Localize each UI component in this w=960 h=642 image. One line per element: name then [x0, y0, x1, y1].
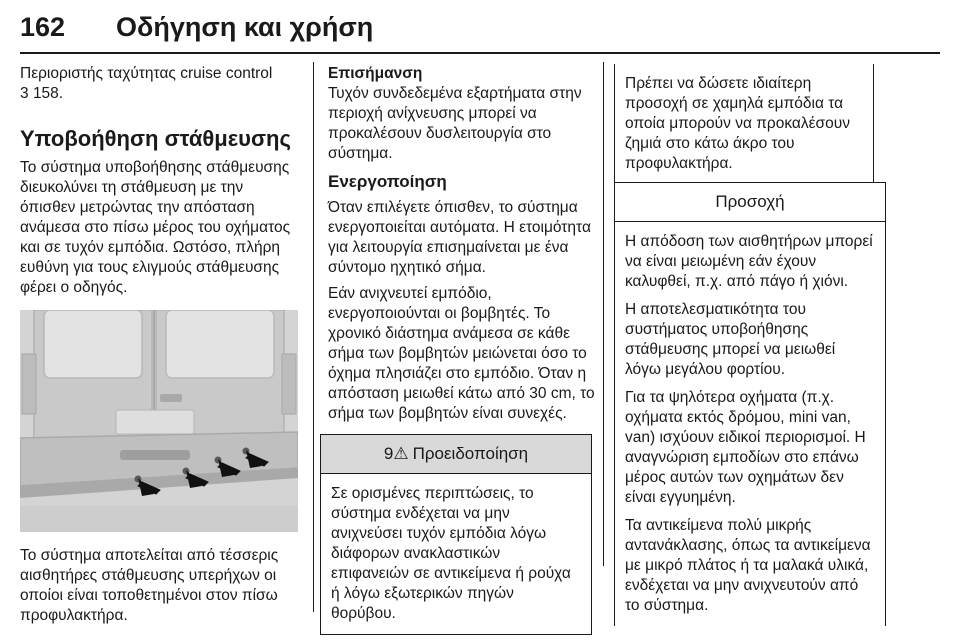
column-1	[20, 64, 302, 626]
warning-box	[320, 434, 592, 635]
page-ref-link[interactable]: 158.	[32, 85, 64, 102]
column-divider-2	[603, 62, 604, 566]
warning-title: Προειδοποίηση	[412, 444, 529, 463]
note-label: Επισήμανση	[328, 65, 423, 82]
continued-text: Πρέπει να δώσετε ιδιαίτερη προσοχή σε χαμηλά εμπόδια τα οποία μπορούν να προκαλέσουν ζημιά στο κάτω άκρο του προφυλακτήρα.	[625, 75, 850, 172]
caution-header	[615, 183, 885, 222]
activation-paragraph-2: Εάν ανιχνευτεί εμπόδιο, ενεργοποιούνται οι βομβητές. Το χρονικό διάστημα ανάμεσα σε κάθε σήμα των βομβητών μειώνεται όσο το όχημα πλησιάζει στο εμπόδιο. Όταν η απόσταση μειωθεί κάτω από 30 cm, το σήμα των βομβητών είναι συνεχές.	[328, 285, 595, 422]
intro-text	[20, 64, 302, 104]
figure-caption: Το σύστημα αποτελείται από τέσσερις αισθητήρες στάθμευσης υπερήχων οι οποίοι είναι τοποθετημένοι στον πίσω προφυλακτήρα.	[20, 547, 279, 624]
page-title: Οδήγηση και χρήση	[116, 12, 374, 42]
page-ref-arrow: 3	[20, 85, 29, 102]
warning-header	[321, 435, 591, 474]
continued-box	[614, 64, 874, 187]
van-rear-parking-sensors-illustration	[20, 310, 298, 532]
activation-paragraph-1: Όταν επιλέγετε όπισθεν, το σύστημα ενεργοποιείται αυτόματα. Η ετοιμότητα για λειτουργία επισημαίνεται με ένα σύντομο ηχητικό σήμα.	[328, 199, 591, 276]
caution-box	[614, 182, 886, 626]
page-header	[20, 12, 940, 52]
caution-body	[615, 222, 885, 626]
note-text: Τυχόν συνδεδεμένα εξαρτήματα στην περιοχή ανίχνευσης μπορεί να προκαλέσουν δυσλειτουργία στο σύστημα.	[328, 85, 582, 162]
caution-paragraph-3: Για τα ψηλότερα οχήματα (π.χ. οχήματα εκτός δρόμου, mini van, van) ισχύουν ειδικοί περιορισμοί. Η αναγνώριση εμποδίων στο επάνω μέρος αυτών των οχημάτων δεν είναι εγγυημένη.	[625, 389, 866, 506]
page-number: 162	[20, 12, 66, 42]
section-title: Υποβοήθηση στάθμευσης	[20, 126, 291, 151]
column-2	[328, 64, 596, 635]
header-rule	[20, 52, 940, 54]
column-divider-1	[313, 62, 314, 612]
warning-text: Σε ορισμένες περιπτώσεις, το σύστημα ενδέχεται να μην ανιχνεύσει τυχόν εμπόδια λόγω διάφορων ανακλαστικών επιφανειών σε αντικείμενα ή ρούχα ή λόγω εξωτερικών πηγών θορύβου.	[331, 485, 571, 622]
warning-icon: 9⚠	[383, 444, 409, 463]
caution-paragraph-4: Τα αντικείμενα πολύ μικρής αντανάκλασης, όπως τα αντικείμενα με μικρό πλάτος ή τα μαλακά υλικά, ενδέχεται να μην ανιχνευτούν από το σύστημα.	[625, 517, 871, 614]
intro-line: Περιοριστής ταχύτητας cruise control	[20, 65, 273, 82]
caution-title: Προσοχή	[715, 192, 785, 211]
caution-paragraph-1: Η απόδοση των αισθητήρων μπορεί να είναι μειωμένη εάν έχουν καλυφθεί, π.χ. από πάγο ή χιόνι.	[625, 233, 873, 290]
activation-heading: Ενεργοποίηση	[328, 172, 447, 191]
caution-paragraph-2: Η αποτελεσματικότητα του συστήματος υποβοήθησης στάθμευσης μπορεί να μειωθεί λόγω μεγάλου φορτίου.	[625, 301, 836, 378]
warning-body	[321, 474, 591, 634]
section-paragraph: Το σύστημα υποβοήθησης στάθμευσης διευκολύνει τη στάθμευση με την όπισθεν μετρώντας την απόσταση ανάμεσα στο πίσω μέρος του οχήματος και σε τυχόν εμπόδια. Ωστόσο, πλήρη ευθύνη για τους ελιγμούς στάθμευσης φέρει ο οδηγός.	[20, 159, 291, 296]
van-rear-figure	[20, 310, 298, 532]
